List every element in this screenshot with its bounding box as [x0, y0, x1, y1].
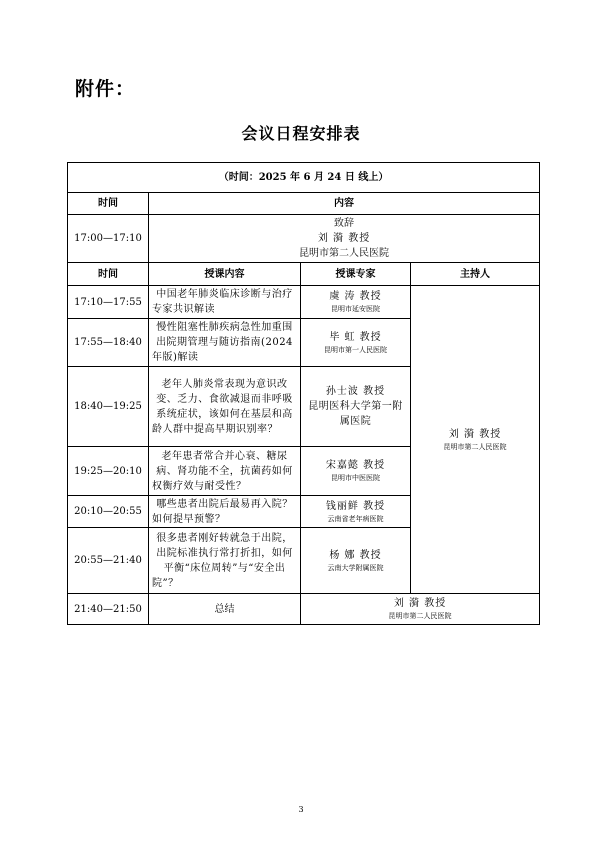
session-time: 19:25—20:10	[68, 447, 149, 496]
header-content: 内容	[149, 193, 540, 215]
session-expert	[301, 528, 411, 594]
closing-row	[68, 594, 540, 625]
opening-title: 致辞	[334, 218, 355, 229]
session-topic: 慢性阻塞性肺疾病急性加重围出院期管理与随访指南(2024 年版)解读	[149, 319, 301, 367]
opening-time: 17:00—17:10	[68, 215, 149, 263]
opening-row	[68, 215, 540, 263]
session-topic: 很多患者刚好转就急于出院，出院标准执行常打折扣，如何平衡“床位周转”与“安全出院”？	[149, 528, 301, 594]
opening-content	[149, 215, 540, 263]
session-expert	[301, 367, 411, 447]
closing-time: 21:40—21:50	[68, 594, 149, 625]
session-time: 17:55—18:40	[68, 319, 149, 367]
host-cell	[411, 286, 540, 594]
session-time: 17:10—17:55	[68, 286, 149, 319]
expert-name: 虞 涛 教授	[329, 291, 382, 302]
closing-affiliation: 昆明市第二人民医院	[388, 612, 452, 620]
expert-name: 宋嘉懿 教授	[325, 460, 386, 471]
column-header-row	[68, 263, 540, 286]
session-time: 20:55—21:40	[68, 528, 149, 594]
session-topic: 中国老年肺炎临床诊断与治疗专家共识解读	[149, 286, 301, 319]
meta-row	[68, 163, 540, 193]
expert-affiliation: 云南大学附属医院	[327, 563, 384, 572]
session-expert	[301, 319, 411, 367]
expert-affiliation: 昆明医科大学第一附属医院	[308, 401, 403, 427]
expert-name: 钱丽鲜 教授	[325, 500, 386, 512]
closing-speaker: 刘 漪 教授	[393, 598, 447, 609]
expert-affiliation: 昆明市第一人民医院	[324, 345, 387, 354]
opening-speaker: 刘 漪 教授	[317, 233, 371, 244]
session-expert	[301, 286, 411, 319]
closing-title: 总结	[149, 594, 301, 625]
session-expert	[301, 496, 411, 528]
col-header-host: 主持人	[411, 263, 540, 286]
col-header-expert: 授课专家	[301, 263, 411, 286]
session-time: 20:10—20:55	[68, 496, 149, 528]
session-time: 18:40—19:25	[68, 367, 149, 447]
session-topic: 老年人肺炎常表现为意识改变、乏力、食欲减退而非呼吸系统症状，该如何在基层和高龄人群中提高早期识别率？	[149, 367, 301, 447]
attachment-label: 附件：	[75, 78, 136, 100]
col-header-topic: 授课内容	[149, 263, 301, 286]
col-header-time: 时间	[68, 263, 149, 286]
expert-affiliation: 云南省老年病医院	[327, 514, 384, 523]
session-topic: 哪些患者出院后最易再入院？如何提早预警？	[149, 496, 301, 528]
page-number: 3	[298, 805, 304, 814]
header-time: 时间	[68, 193, 149, 215]
document-title: 会议日程安排表	[241, 124, 361, 143]
expert-affiliation: 昆明市延安医院	[331, 305, 380, 313]
expert-affiliation: 昆明市中医医院	[331, 474, 380, 482]
host-name: 刘 漪 教授	[448, 428, 502, 440]
meeting-time-info: （时间：2025 年 6 月 24 日 线上）	[68, 163, 540, 193]
host-affiliation: 昆明市第二人民医院	[443, 442, 507, 451]
table-row	[68, 286, 540, 319]
opening-affiliation: 昆明市第二人民医院	[299, 248, 390, 259]
schedule-table	[67, 162, 540, 625]
expert-name: 孙士波 教授	[325, 386, 386, 397]
closing-speaker-cell	[301, 594, 540, 625]
expert-name: 杨 娜 教授	[329, 549, 382, 561]
top-header-row	[68, 193, 540, 215]
expert-name: 毕 虹 教授	[329, 331, 382, 343]
session-topic: 老年患者常合并心衰、糖尿病、肾功能不全，抗菌药如何权衡疗效与耐受性？	[149, 447, 301, 496]
session-expert	[301, 447, 411, 496]
